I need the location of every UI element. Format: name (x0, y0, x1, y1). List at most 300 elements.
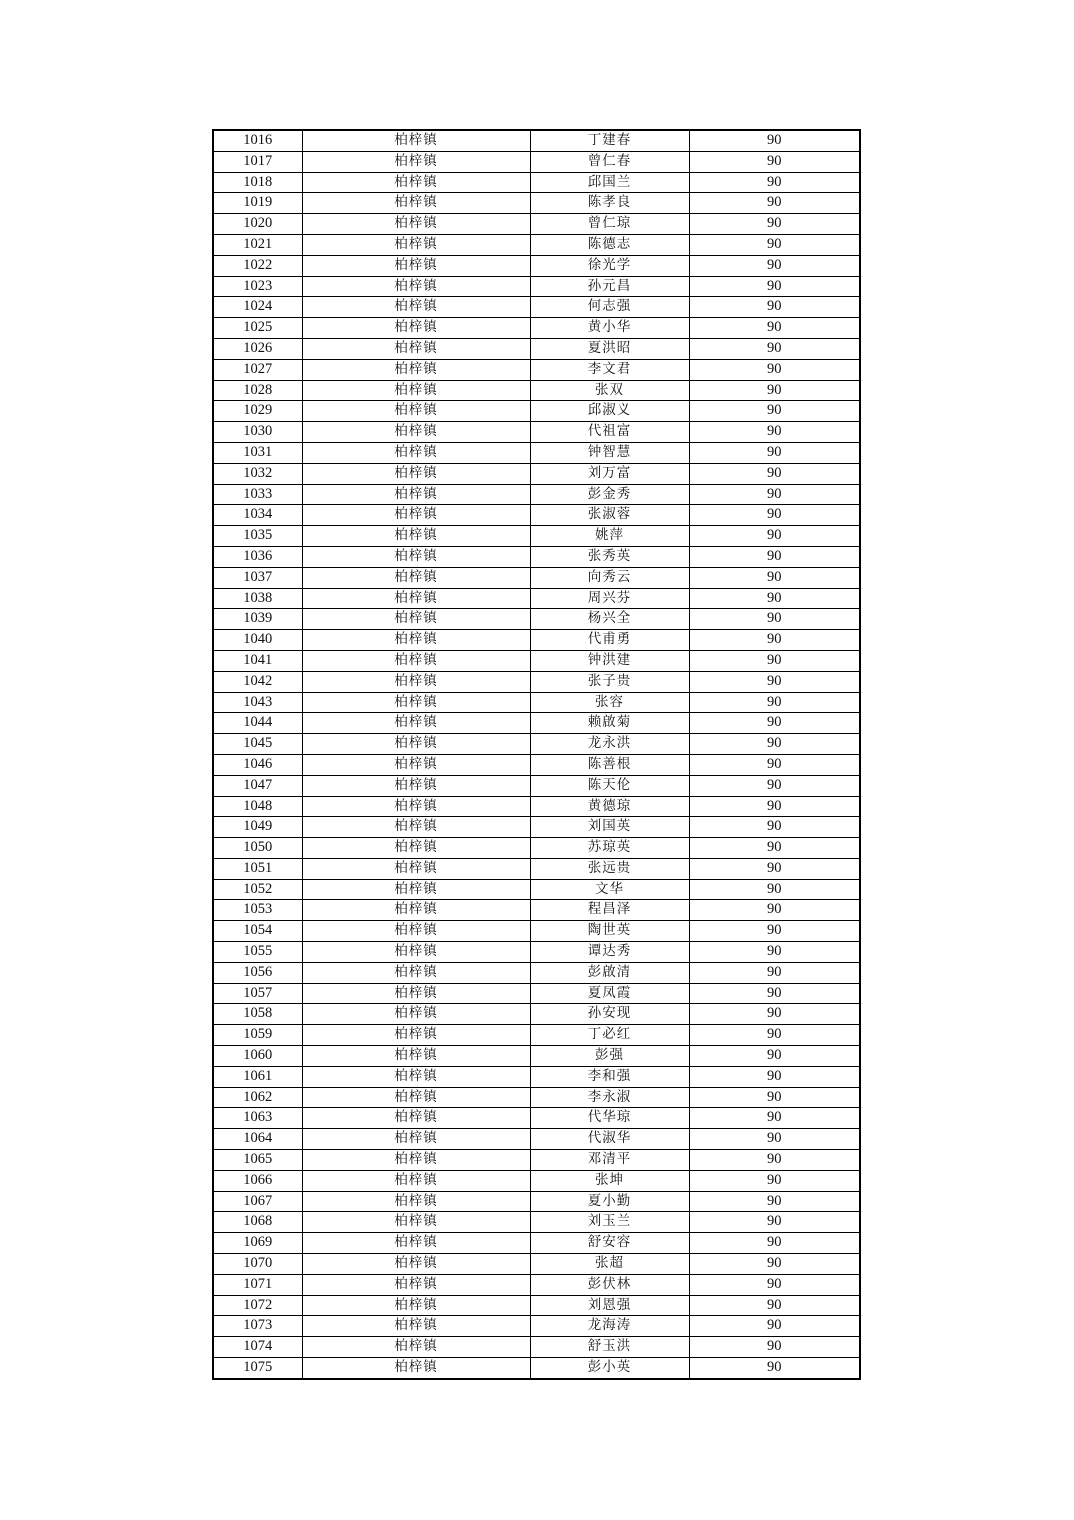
amount-cell: 90 (689, 130, 860, 151)
amount-cell: 90 (689, 775, 860, 796)
row-number-cell: 1052 (213, 879, 302, 900)
table-row (213, 1212, 860, 1233)
town-cell: 柏梓镇 (302, 526, 530, 547)
amount-cell: 90 (689, 588, 860, 609)
table-row (213, 130, 860, 151)
table-row (213, 380, 860, 401)
town-cell: 柏梓镇 (302, 380, 530, 401)
town-cell: 柏梓镇 (302, 1254, 530, 1275)
row-number-cell: 1060 (213, 1046, 302, 1067)
amount-cell: 90 (689, 276, 860, 297)
row-number-cell: 1069 (213, 1233, 302, 1254)
town-cell: 柏梓镇 (302, 983, 530, 1004)
row-number-cell: 1027 (213, 359, 302, 380)
amount-cell: 90 (689, 1337, 860, 1358)
town-cell: 柏梓镇 (302, 838, 530, 859)
table-row (213, 900, 860, 921)
name-cell: 舒安容 (530, 1233, 689, 1254)
amount-cell: 90 (689, 151, 860, 172)
amount-cell: 90 (689, 1087, 860, 1108)
town-cell: 柏梓镇 (302, 817, 530, 838)
name-cell: 舒玉洪 (530, 1337, 689, 1358)
town-cell: 柏梓镇 (302, 900, 530, 921)
town-cell: 柏梓镇 (302, 567, 530, 588)
name-cell: 李和强 (530, 1066, 689, 1087)
name-cell: 黄德琼 (530, 796, 689, 817)
table-row (213, 588, 860, 609)
row-number-cell: 1043 (213, 692, 302, 713)
town-cell: 柏梓镇 (302, 359, 530, 380)
name-cell: 刘万富 (530, 463, 689, 484)
row-number-cell: 1019 (213, 193, 302, 214)
town-cell: 柏梓镇 (302, 463, 530, 484)
table-row (213, 692, 860, 713)
table-row (213, 338, 860, 359)
row-number-cell: 1066 (213, 1170, 302, 1191)
town-cell: 柏梓镇 (302, 151, 530, 172)
row-number-cell: 1053 (213, 900, 302, 921)
row-number-cell: 1030 (213, 422, 302, 443)
table-row (213, 1295, 860, 1316)
amount-cell: 90 (689, 1150, 860, 1171)
amount-cell: 90 (689, 567, 860, 588)
town-cell: 柏梓镇 (302, 1295, 530, 1316)
row-number-cell: 1058 (213, 1004, 302, 1025)
table-row (213, 838, 860, 859)
name-cell: 邱国兰 (530, 172, 689, 193)
row-number-cell: 1023 (213, 276, 302, 297)
row-number-cell: 1055 (213, 942, 302, 963)
amount-cell: 90 (689, 214, 860, 235)
row-number-cell: 1054 (213, 921, 302, 942)
name-cell: 徐光学 (530, 255, 689, 276)
amount-cell: 90 (689, 526, 860, 547)
table-row (213, 671, 860, 692)
amount-cell: 90 (689, 297, 860, 318)
name-cell: 代甫勇 (530, 630, 689, 651)
name-cell: 彭强 (530, 1046, 689, 1067)
table-row (213, 463, 860, 484)
amount-cell: 90 (689, 338, 860, 359)
name-cell: 陈德志 (530, 234, 689, 255)
amount-cell: 90 (689, 1066, 860, 1087)
amount-cell: 90 (689, 546, 860, 567)
town-cell: 柏梓镇 (302, 1129, 530, 1150)
amount-cell: 90 (689, 609, 860, 630)
amount-cell: 90 (689, 900, 860, 921)
row-number-cell: 1022 (213, 255, 302, 276)
row-number-cell: 1039 (213, 609, 302, 630)
town-cell: 柏梓镇 (302, 1150, 530, 1171)
name-cell: 姚萍 (530, 526, 689, 547)
table-row (213, 1129, 860, 1150)
name-cell: 彭金秀 (530, 484, 689, 505)
row-number-cell: 1033 (213, 484, 302, 505)
row-number-cell: 1068 (213, 1212, 302, 1233)
name-cell: 夏小勤 (530, 1191, 689, 1212)
row-number-cell: 1047 (213, 775, 302, 796)
table-row (213, 1046, 860, 1067)
row-number-cell: 1049 (213, 817, 302, 838)
row-number-cell: 1062 (213, 1087, 302, 1108)
table-row (213, 858, 860, 879)
row-number-cell: 1031 (213, 442, 302, 463)
name-cell: 张双 (530, 380, 689, 401)
amount-cell: 90 (689, 422, 860, 443)
name-cell: 彭小英 (530, 1358, 689, 1379)
table-row (213, 255, 860, 276)
town-cell: 柏梓镇 (302, 442, 530, 463)
table-row (213, 214, 860, 235)
row-number-cell: 1016 (213, 130, 302, 151)
town-cell: 柏梓镇 (302, 318, 530, 339)
name-cell: 张容 (530, 692, 689, 713)
table-row (213, 775, 860, 796)
row-number-cell: 1040 (213, 630, 302, 651)
row-number-cell: 1034 (213, 505, 302, 526)
town-cell: 柏梓镇 (302, 505, 530, 526)
name-cell: 谭达秀 (530, 942, 689, 963)
town-cell: 柏梓镇 (302, 234, 530, 255)
amount-cell: 90 (689, 692, 860, 713)
name-cell: 张子贵 (530, 671, 689, 692)
table-row (213, 1316, 860, 1337)
table-row (213, 796, 860, 817)
name-cell: 张远贵 (530, 858, 689, 879)
row-number-cell: 1071 (213, 1274, 302, 1295)
table-row (213, 1170, 860, 1191)
name-cell: 张秀英 (530, 546, 689, 567)
amount-cell: 90 (689, 858, 860, 879)
table-row (213, 754, 860, 775)
table-row (213, 817, 860, 838)
table-row (213, 172, 860, 193)
row-number-cell: 1017 (213, 151, 302, 172)
town-cell: 柏梓镇 (302, 255, 530, 276)
table-row (213, 1087, 860, 1108)
table-row (213, 942, 860, 963)
row-number-cell: 1067 (213, 1191, 302, 1212)
town-cell: 柏梓镇 (302, 1170, 530, 1191)
town-cell: 柏梓镇 (302, 1066, 530, 1087)
name-cell: 钟智慧 (530, 442, 689, 463)
name-cell: 彭啟清 (530, 962, 689, 983)
row-number-cell: 1021 (213, 234, 302, 255)
row-number-cell: 1063 (213, 1108, 302, 1129)
amount-cell: 90 (689, 380, 860, 401)
row-number-cell: 1020 (213, 214, 302, 235)
town-cell: 柏梓镇 (302, 130, 530, 151)
name-cell: 苏琼英 (530, 838, 689, 859)
town-cell: 柏梓镇 (302, 858, 530, 879)
name-cell: 黄小华 (530, 318, 689, 339)
town-cell: 柏梓镇 (302, 921, 530, 942)
town-cell: 柏梓镇 (302, 422, 530, 443)
name-cell: 钟洪建 (530, 650, 689, 671)
row-number-cell: 1061 (213, 1066, 302, 1087)
town-cell: 柏梓镇 (302, 796, 530, 817)
row-number-cell: 1042 (213, 671, 302, 692)
table-row (213, 630, 860, 651)
amount-cell: 90 (689, 983, 860, 1004)
name-cell: 张超 (530, 1254, 689, 1275)
row-number-cell: 1048 (213, 796, 302, 817)
amount-cell: 90 (689, 1254, 860, 1275)
name-cell: 杨兴全 (530, 609, 689, 630)
name-cell: 赖啟菊 (530, 713, 689, 734)
table-row (213, 505, 860, 526)
row-number-cell: 1026 (213, 338, 302, 359)
row-number-cell: 1072 (213, 1295, 302, 1316)
name-cell: 向秀云 (530, 567, 689, 588)
name-cell: 文华 (530, 879, 689, 900)
amount-cell: 90 (689, 193, 860, 214)
row-number-cell: 1057 (213, 983, 302, 1004)
table-body (213, 130, 860, 1379)
town-cell: 柏梓镇 (302, 734, 530, 755)
name-cell: 李永淑 (530, 1087, 689, 1108)
amount-cell: 90 (689, 942, 860, 963)
town-cell: 柏梓镇 (302, 713, 530, 734)
table-row (213, 1066, 860, 1087)
table-row (213, 879, 860, 900)
row-number-cell: 1050 (213, 838, 302, 859)
table-row (213, 193, 860, 214)
row-number-cell: 1073 (213, 1316, 302, 1337)
row-number-cell: 1037 (213, 567, 302, 588)
name-cell: 张坤 (530, 1170, 689, 1191)
town-cell: 柏梓镇 (302, 193, 530, 214)
name-cell: 李文君 (530, 359, 689, 380)
name-cell: 邱淑义 (530, 401, 689, 422)
table-row (213, 1004, 860, 1025)
town-cell: 柏梓镇 (302, 297, 530, 318)
name-cell: 陈天伦 (530, 775, 689, 796)
town-cell: 柏梓镇 (302, 942, 530, 963)
town-cell: 柏梓镇 (302, 630, 530, 651)
town-cell: 柏梓镇 (302, 1337, 530, 1358)
name-cell: 夏凤霞 (530, 983, 689, 1004)
town-cell: 柏梓镇 (302, 962, 530, 983)
town-cell: 柏梓镇 (302, 338, 530, 359)
amount-cell: 90 (689, 630, 860, 651)
town-cell: 柏梓镇 (302, 1191, 530, 1212)
row-number-cell: 1028 (213, 380, 302, 401)
amount-cell: 90 (689, 463, 860, 484)
name-cell: 孙安现 (530, 1004, 689, 1025)
town-cell: 柏梓镇 (302, 484, 530, 505)
row-number-cell: 1074 (213, 1337, 302, 1358)
name-cell: 刘恩强 (530, 1295, 689, 1316)
amount-cell: 90 (689, 1295, 860, 1316)
name-cell: 彭伏林 (530, 1274, 689, 1295)
row-number-cell: 1035 (213, 526, 302, 547)
table-row (213, 359, 860, 380)
town-cell: 柏梓镇 (302, 692, 530, 713)
table-row (213, 1233, 860, 1254)
name-cell: 代华琼 (530, 1108, 689, 1129)
table-row (213, 1254, 860, 1275)
amount-cell: 90 (689, 879, 860, 900)
table-row (213, 276, 860, 297)
town-cell: 柏梓镇 (302, 650, 530, 671)
amount-cell: 90 (689, 1025, 860, 1046)
row-number-cell: 1064 (213, 1129, 302, 1150)
table-row (213, 650, 860, 671)
name-cell: 代淑华 (530, 1129, 689, 1150)
amount-cell: 90 (689, 1233, 860, 1254)
row-number-cell: 1070 (213, 1254, 302, 1275)
row-number-cell: 1038 (213, 588, 302, 609)
name-cell: 周兴芬 (530, 588, 689, 609)
row-number-cell: 1059 (213, 1025, 302, 1046)
row-number-cell: 1029 (213, 401, 302, 422)
town-cell: 柏梓镇 (302, 1046, 530, 1067)
name-cell: 张淑蓉 (530, 505, 689, 526)
amount-cell: 90 (689, 401, 860, 422)
name-cell: 曾仁春 (530, 151, 689, 172)
amount-cell: 90 (689, 962, 860, 983)
town-cell: 柏梓镇 (302, 754, 530, 775)
table-row (213, 1108, 860, 1129)
subsidy-table (212, 129, 861, 1380)
name-cell: 曾仁琼 (530, 214, 689, 235)
amount-cell: 90 (689, 359, 860, 380)
town-cell: 柏梓镇 (302, 671, 530, 692)
amount-cell: 90 (689, 442, 860, 463)
name-cell: 丁建春 (530, 130, 689, 151)
table-row (213, 1337, 860, 1358)
amount-cell: 90 (689, 921, 860, 942)
amount-cell: 90 (689, 1274, 860, 1295)
amount-cell: 90 (689, 1046, 860, 1067)
name-cell: 孙元昌 (530, 276, 689, 297)
town-cell: 柏梓镇 (302, 1087, 530, 1108)
table-row (213, 734, 860, 755)
town-cell: 柏梓镇 (302, 276, 530, 297)
amount-cell: 90 (689, 1212, 860, 1233)
amount-cell: 90 (689, 505, 860, 526)
name-cell: 邓清平 (530, 1150, 689, 1171)
name-cell: 丁必红 (530, 1025, 689, 1046)
row-number-cell: 1036 (213, 546, 302, 567)
row-number-cell: 1046 (213, 754, 302, 775)
amount-cell: 90 (689, 1191, 860, 1212)
row-number-cell: 1044 (213, 713, 302, 734)
amount-cell: 90 (689, 734, 860, 755)
town-cell: 柏梓镇 (302, 214, 530, 235)
amount-cell: 90 (689, 650, 860, 671)
name-cell: 何志强 (530, 297, 689, 318)
row-number-cell: 1075 (213, 1358, 302, 1379)
amount-cell: 90 (689, 172, 860, 193)
town-cell: 柏梓镇 (302, 1233, 530, 1254)
row-number-cell: 1032 (213, 463, 302, 484)
town-cell: 柏梓镇 (302, 879, 530, 900)
row-number-cell: 1056 (213, 962, 302, 983)
town-cell: 柏梓镇 (302, 1316, 530, 1337)
name-cell: 刘国英 (530, 817, 689, 838)
amount-cell: 90 (689, 318, 860, 339)
table-row (213, 1274, 860, 1295)
table-row (213, 921, 860, 942)
table-row (213, 567, 860, 588)
table-row (213, 484, 860, 505)
table-row (213, 401, 860, 422)
name-cell: 代祖富 (530, 422, 689, 443)
table-row (213, 234, 860, 255)
row-number-cell: 1018 (213, 172, 302, 193)
amount-cell: 90 (689, 484, 860, 505)
table-row (213, 1191, 860, 1212)
amount-cell: 90 (689, 1170, 860, 1191)
town-cell: 柏梓镇 (302, 172, 530, 193)
table-row (213, 1358, 860, 1379)
row-number-cell: 1025 (213, 318, 302, 339)
name-cell: 陈孝良 (530, 193, 689, 214)
name-cell: 龙海涛 (530, 1316, 689, 1337)
town-cell: 柏梓镇 (302, 546, 530, 567)
row-number-cell: 1051 (213, 858, 302, 879)
table-row (213, 713, 860, 734)
name-cell: 夏洪昭 (530, 338, 689, 359)
amount-cell: 90 (689, 817, 860, 838)
town-cell: 柏梓镇 (302, 775, 530, 796)
table-row (213, 962, 860, 983)
row-number-cell: 1041 (213, 650, 302, 671)
amount-cell: 90 (689, 838, 860, 859)
table-row (213, 609, 860, 630)
table-row (213, 318, 860, 339)
amount-cell: 90 (689, 255, 860, 276)
town-cell: 柏梓镇 (302, 1025, 530, 1046)
table-row (213, 1150, 860, 1171)
row-number-cell: 1065 (213, 1150, 302, 1171)
name-cell: 龙永洪 (530, 734, 689, 755)
table-row (213, 297, 860, 318)
town-cell: 柏梓镇 (302, 588, 530, 609)
town-cell: 柏梓镇 (302, 609, 530, 630)
amount-cell: 90 (689, 234, 860, 255)
row-number-cell: 1024 (213, 297, 302, 318)
town-cell: 柏梓镇 (302, 1358, 530, 1379)
name-cell: 程昌泽 (530, 900, 689, 921)
town-cell: 柏梓镇 (302, 1004, 530, 1025)
row-number-cell: 1045 (213, 734, 302, 755)
name-cell: 陈善根 (530, 754, 689, 775)
table-row (213, 151, 860, 172)
name-cell: 刘玉兰 (530, 1212, 689, 1233)
table-row (213, 442, 860, 463)
amount-cell: 90 (689, 1316, 860, 1337)
town-cell: 柏梓镇 (302, 1274, 530, 1295)
town-cell: 柏梓镇 (302, 1108, 530, 1129)
table-row (213, 422, 860, 443)
amount-cell: 90 (689, 1108, 860, 1129)
table-row (213, 546, 860, 567)
name-cell: 陶世英 (530, 921, 689, 942)
table-row (213, 983, 860, 1004)
amount-cell: 90 (689, 754, 860, 775)
amount-cell: 90 (689, 1129, 860, 1150)
amount-cell: 90 (689, 1358, 860, 1379)
amount-cell: 90 (689, 1004, 860, 1025)
town-cell: 柏梓镇 (302, 401, 530, 422)
table-row (213, 1025, 860, 1046)
amount-cell: 90 (689, 713, 860, 734)
document-page (212, 129, 861, 1380)
table-row (213, 526, 860, 547)
